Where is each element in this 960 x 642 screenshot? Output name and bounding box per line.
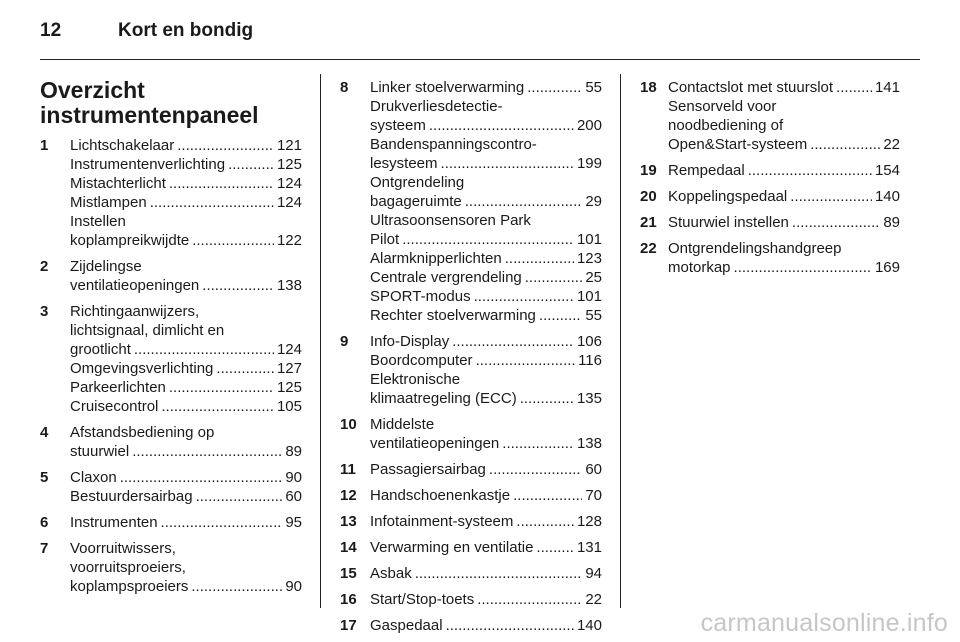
page-reference: 135 [576, 390, 602, 407]
index-entry [640, 161, 900, 180]
index-item [70, 487, 302, 506]
entry-text-line: Zijdelingse [70, 258, 142, 275]
index-item [370, 590, 602, 609]
page-reference: 94 [585, 565, 602, 582]
index-entry [340, 564, 602, 583]
leader-dots [216, 359, 274, 378]
page-reference: 141 [874, 79, 900, 96]
column-divider-2 [620, 74, 621, 608]
item-label: stuurwiel [70, 443, 130, 460]
index-item [70, 276, 302, 295]
index-item [370, 512, 602, 531]
index-item [370, 351, 602, 370]
index-item [370, 268, 602, 287]
item-label: koplampsproeiers [70, 578, 189, 595]
leader-dots [465, 192, 583, 211]
page-reference: 140 [576, 617, 602, 634]
entry-text-line: noodbediening of [668, 117, 784, 134]
chapter-title: Kort en bondig [118, 20, 254, 41]
index-entry [40, 513, 302, 532]
page-number: 12 [40, 20, 62, 41]
index-entry [40, 136, 302, 250]
page-reference: 101 [576, 231, 602, 248]
page-reference: 127 [276, 360, 302, 377]
index-item [668, 78, 900, 97]
page-reference: 116 [578, 352, 602, 369]
leader-dots [513, 486, 582, 505]
entry-text-line: Middelste [370, 416, 435, 433]
item-label: Instrumenten [70, 514, 158, 531]
entry-number: 7 [40, 540, 49, 557]
entry-text-line: voorruitsproeiers, [70, 559, 186, 576]
index-item [668, 187, 900, 206]
item-label: Open&Start-systeem [668, 136, 808, 153]
entry-number: 18 [640, 79, 657, 96]
index-entry [340, 78, 602, 325]
leader-dots [525, 268, 583, 287]
index-entry [40, 423, 302, 461]
page-reference: 121 [276, 137, 302, 154]
index-entry [340, 415, 602, 453]
entry-text-line: lichtsignaal, dimlicht en [70, 322, 225, 339]
page-reference: 25 [585, 269, 602, 286]
index-item [370, 564, 602, 583]
leader-dots [191, 577, 282, 596]
entry-number: 21 [640, 214, 657, 231]
index-item [370, 230, 602, 249]
page-reference: 95 [285, 514, 302, 531]
page-reference: 200 [576, 117, 602, 134]
item-label: Alarmknipperlichten [370, 250, 502, 267]
entry-number: 16 [340, 591, 357, 608]
index-item [370, 616, 602, 635]
section-title-line-2: instrumentenpaneel [40, 102, 259, 128]
page-header [40, 20, 920, 44]
leader-dots [228, 155, 274, 174]
index-entry [640, 78, 900, 154]
page-reference: 124 [276, 194, 302, 211]
index-item [70, 577, 302, 596]
index-item [370, 154, 602, 173]
page-reference: 55 [585, 307, 602, 324]
leader-dots [402, 230, 574, 249]
leader-dots [810, 135, 880, 154]
leader-dots [474, 287, 574, 306]
index-item [70, 155, 302, 174]
leader-dots [477, 590, 582, 609]
page-reference: 169 [874, 259, 900, 276]
leader-dots [505, 249, 574, 268]
column-3 [640, 78, 900, 284]
entry-number: 19 [640, 162, 657, 179]
index-item [70, 193, 302, 212]
entry-number: 3 [40, 303, 49, 320]
item-label: Handschoenenkastje [370, 487, 511, 504]
item-label: klimaatregeling (ECC) [370, 390, 517, 407]
leader-dots [734, 258, 872, 277]
column-2 [340, 78, 602, 642]
leader-dots [150, 193, 274, 212]
item-label: motorkap [668, 259, 731, 276]
page-reference: 125 [276, 156, 302, 173]
index-item [70, 359, 302, 378]
index-item [668, 135, 900, 154]
page-reference: 101 [576, 288, 602, 305]
leader-dots [446, 616, 574, 635]
entry-text-line: Afstandsbediening op [70, 424, 215, 441]
leader-dots [520, 389, 574, 408]
index-entry [340, 332, 602, 408]
index-item [70, 513, 302, 532]
index-item [370, 434, 602, 453]
item-label: bagageruimte [370, 193, 462, 210]
index-entry [640, 213, 900, 232]
leader-dots [169, 378, 274, 397]
page-reference: 140 [874, 188, 900, 205]
index-entry [340, 460, 602, 479]
entry-text-line: Drukverliesdetectie- [370, 98, 503, 115]
leader-dots [502, 434, 574, 453]
item-label: Start/Stop-toets [370, 591, 475, 608]
leader-dots [836, 78, 872, 97]
leader-dots [489, 460, 582, 479]
item-label: Boordcomputer [370, 352, 473, 369]
index-item [370, 192, 602, 211]
item-label: Mistachterlicht [70, 175, 166, 192]
item-label: Pilot [370, 231, 400, 248]
page-reference: 105 [276, 398, 302, 415]
index-entry [340, 590, 602, 609]
leader-dots [527, 78, 582, 97]
page-reference: 199 [576, 155, 602, 172]
page-reference: 90 [285, 578, 302, 595]
item-label: Verwarming en ventilatie [370, 539, 534, 556]
page-reference: 70 [585, 487, 602, 504]
entry-number: 5 [40, 469, 49, 486]
item-label: ventilatieopeningen [70, 277, 200, 294]
page-reference: 154 [874, 162, 900, 179]
page-reference: 125 [276, 379, 302, 396]
header-rule [40, 59, 920, 60]
index-item [370, 116, 602, 135]
entry-text-line: Richtingaanwijzers, [70, 303, 200, 320]
index-item [370, 486, 602, 505]
entry-number: 10 [340, 416, 357, 433]
index-item [370, 249, 602, 268]
index-entry [640, 187, 900, 206]
item-label: Koppelingspedaal [668, 188, 788, 205]
leader-dots [792, 213, 880, 232]
page-reference: 60 [285, 488, 302, 505]
index-entry [40, 468, 302, 506]
leader-dots [192, 231, 274, 250]
leader-dots [161, 397, 274, 416]
item-label: lesysteem [370, 155, 438, 172]
index-item [70, 468, 302, 487]
index-entry [340, 512, 602, 531]
index-entry [340, 486, 602, 505]
entry-number: 4 [40, 424, 49, 441]
page-reference: 89 [285, 443, 302, 460]
column-divider-1 [320, 74, 321, 608]
entry-text-line: Ontgrendelingshandgreep [668, 240, 842, 257]
entry-number: 20 [640, 188, 657, 205]
leader-dots [169, 174, 274, 193]
item-label: Cruisecontrol [70, 398, 159, 415]
index-item [370, 389, 602, 408]
leader-dots [196, 487, 283, 506]
page-reference: 55 [585, 79, 602, 96]
entry-text-line: Sensorveld voor [668, 98, 777, 115]
index-item [70, 378, 302, 397]
index-item [370, 538, 602, 557]
index-entry [340, 616, 602, 635]
item-label: Mistlampen [70, 194, 147, 211]
page-reference: 138 [276, 277, 302, 294]
entry-number: 14 [340, 539, 357, 556]
entry-text-line: Bandenspanningscontro- [370, 136, 537, 153]
index-item [370, 460, 602, 479]
leader-dots [536, 538, 574, 557]
entry-number: 22 [640, 240, 657, 257]
leader-dots [429, 116, 574, 135]
index-item [70, 397, 302, 416]
entry-text-line: Instellen [70, 213, 126, 230]
entry-number: 6 [40, 514, 49, 531]
leader-dots [177, 136, 274, 155]
page-reference: 131 [576, 539, 602, 556]
page-reference: 106 [576, 333, 602, 350]
item-label: Linker stoelverwarming [370, 79, 525, 96]
item-label: Stuurwiel instellen [668, 214, 789, 231]
item-label: Passagiersairbag [370, 461, 486, 478]
index-item [668, 213, 900, 232]
entry-text-line: Ultrasoonsensoren Park [370, 212, 531, 229]
index-entry [40, 302, 302, 416]
index-item [70, 442, 302, 461]
leader-dots [748, 161, 872, 180]
page-reference: 138 [576, 435, 602, 452]
page-reference: 29 [585, 193, 602, 210]
page-reference: 128 [576, 513, 602, 530]
leader-dots [161, 513, 283, 532]
entry-number: 12 [340, 487, 357, 504]
leader-dots [516, 512, 574, 531]
index-item [370, 78, 602, 97]
item-label: Claxon [70, 469, 117, 486]
page-reference: 60 [585, 461, 602, 478]
entry-number: 15 [340, 565, 357, 582]
item-label: systeem [370, 117, 426, 134]
leader-dots [415, 564, 583, 583]
index-item [370, 287, 602, 306]
index-item [668, 258, 900, 277]
item-label: Centrale vergrendeling [370, 269, 522, 286]
leader-dots [476, 351, 576, 370]
item-label: Rechter stoelverwarming [370, 307, 536, 324]
entry-number: 8 [340, 79, 349, 96]
item-label: Parkeerlichten [70, 379, 166, 396]
item-label: Info-Display [370, 333, 450, 350]
item-label: Contactslot met stuurslot [668, 79, 834, 96]
leader-dots [202, 276, 274, 295]
index-entry [40, 257, 302, 295]
index-item [70, 231, 302, 250]
page-reference: 124 [276, 341, 302, 358]
page-reference: 90 [285, 469, 302, 486]
page-reference: 89 [883, 214, 900, 231]
item-label: Rempedaal [668, 162, 745, 179]
entry-text-line: Ontgrendeling [370, 174, 465, 191]
item-label: ventilatieopeningen [370, 435, 500, 452]
item-label: Infotainment-systeem [370, 513, 514, 530]
section-title-line-1: Overzicht [40, 77, 145, 103]
item-label: Bestuurdersairbag [70, 488, 193, 505]
leader-dots [134, 340, 274, 359]
page-reference: 122 [276, 232, 302, 249]
entry-number: 13 [340, 513, 357, 530]
page-reference: 22 [585, 591, 602, 608]
index-item [70, 174, 302, 193]
index-item [70, 136, 302, 155]
leader-dots [539, 306, 582, 325]
column-1 [40, 78, 302, 603]
item-label: Instrumentenverlichting [70, 156, 226, 173]
page-reference: 22 [883, 136, 900, 153]
entry-number: 1 [40, 137, 49, 154]
item-label: Asbak [370, 565, 412, 582]
index-entry [640, 239, 900, 277]
index-entry [340, 538, 602, 557]
entry-number: 17 [340, 617, 357, 634]
entry-text-line: Voorruitwissers, [70, 540, 176, 557]
watermark: carmanualsonline.info [700, 609, 948, 637]
leader-dots [452, 332, 574, 351]
leader-dots [132, 442, 282, 461]
index-item [70, 340, 302, 359]
item-label: grootlicht [70, 341, 131, 358]
index-entry [40, 539, 302, 596]
leader-dots [790, 187, 872, 206]
leader-dots [120, 468, 283, 487]
page-reference: 123 [576, 250, 602, 267]
entry-number: 2 [40, 258, 49, 275]
item-label: Omgevingsverlichting [70, 360, 214, 377]
section-title [40, 78, 302, 128]
item-label: koplampreikwijdte [70, 232, 190, 249]
index-item [370, 306, 602, 325]
entry-number: 11 [340, 461, 356, 478]
item-label: SPORT-modus [370, 288, 471, 305]
leader-dots [441, 154, 574, 173]
entry-text-line: Elektronische [370, 371, 461, 388]
item-label: Lichtschakelaar [70, 137, 175, 154]
page-reference: 124 [276, 175, 302, 192]
index-item [668, 161, 900, 180]
index-item [370, 332, 602, 351]
item-label: Gaspedaal [370, 617, 443, 634]
entry-number: 9 [340, 333, 349, 350]
